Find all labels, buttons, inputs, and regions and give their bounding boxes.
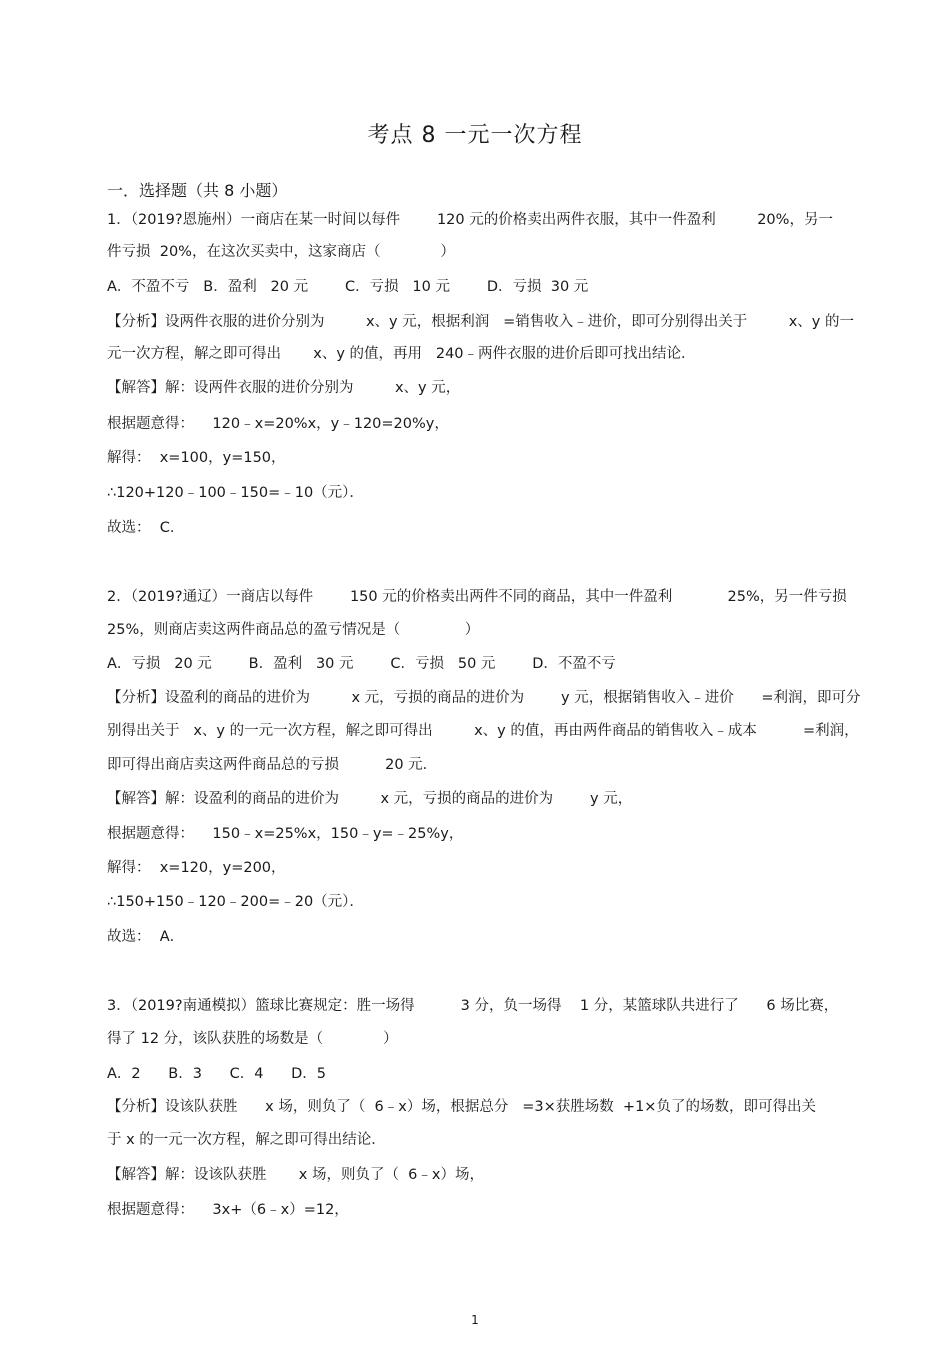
text-line: 1．（2019?恩施州）一商店在某一时间以每件 120 元的价格卖出两件衣服，其中一件盈利 20%，另一 (107, 212, 833, 228)
text-line: 【分析】设该队获胜 x 场，则负了（ 6﹣x）场，根据总分 =3×获胜场数 +1×负了的场数，即可得出关 (107, 1099, 816, 1115)
text-line: ∴120+120﹣100﹣150=﹣10（元）． (107, 485, 364, 501)
text-line: 别得出关于 x、y 的一元一次方程，解之即可得出 x、y 的值，再由两件商品的销售收入﹣成本 =利润， (107, 723, 859, 739)
text-line: 根据题意得： 120﹣x=20%x，y﹣120=20%y， (107, 416, 449, 432)
text-line: 根据题意得： 150﹣x=25%x，150﹣y=﹣25%y， (107, 826, 464, 842)
text-line: 【分析】设两件衣服的进价分别为 x、y 元，根据利润 =销售收入﹣进价，即可分别得出关于 x、y 的一 (107, 314, 854, 330)
text-line: 故选： C． (107, 520, 185, 536)
section-heading: 一．选择题（共 8 小题） (107, 181, 288, 200)
text-line: 【解答】解：设两件衣服的进价分别为 x、y 元， (107, 380, 461, 396)
text-line: 解得： x=100，y=150， (107, 450, 286, 466)
page-number: 1 (471, 1313, 479, 1327)
text-line: ∴150+150﹣120﹣200=﹣20（元）． (107, 894, 364, 910)
page-title: 考点 8 一元一次方程 (367, 123, 583, 148)
text-line: 【解答】解：设该队获胜 x 场，则负了（ 6﹣x）场， (107, 1167, 484, 1183)
text-line: 【解答】解：设盈利的商品的进价为 x 元，亏损的商品的进价为 y 元， (107, 791, 633, 807)
text-line: 元一次方程，解之即可得出 x、y 的值，再用 240﹣两件衣服的进价后即可找出结论． (107, 346, 696, 362)
text-line: A．不盈不亏 B．盈利 20 元 C．亏损 10 元 D．亏损 30 元 (107, 279, 589, 295)
text-line: A．2 B．3 C．4 D．5 (107, 1066, 327, 1082)
text-line: 故选： A． (107, 929, 185, 945)
text-line: 根据题意得： 3x+（6﹣x）=12， (107, 1202, 349, 1218)
text-line: 25%，则商店卖这两件商品总的盈亏情况是（ ） (107, 622, 480, 638)
text-line: 于 x 的一元一次方程，解之即可得出结论． (107, 1132, 386, 1148)
text-line: 即可得出商店卖这两件商品总的亏损 20 元． (107, 757, 438, 773)
text-line: 3．（2019?南通模拟）篮球比赛规定：胜一场得 3 分，负一场得 1 分，某篮球队共进行了 6 场比赛， (107, 998, 839, 1014)
text-line: 件亏损 20%，在这次买卖中，这家商店（ ） (107, 244, 455, 260)
text-line: 得了 12 分，该队获胜的场数是（ ） (107, 1031, 398, 1047)
text-line: 【分析】设盈利的商品的进价为 x 元，亏损的商品的进价为 y 元，根据销售收入﹣进价 =利润，即可分 (107, 690, 861, 706)
text-line: 2．（2019?通辽）一商店以每件 150 元的价格卖出两件不同的商品，其中一件盈利 25%，另一件亏损 (107, 589, 847, 605)
text-line: A．亏损 20 元 B．盈利 30 元 C．亏损 50 元 D．不盈不亏 (107, 656, 616, 672)
text-line: 解得： x=120，y=200， (107, 860, 286, 876)
